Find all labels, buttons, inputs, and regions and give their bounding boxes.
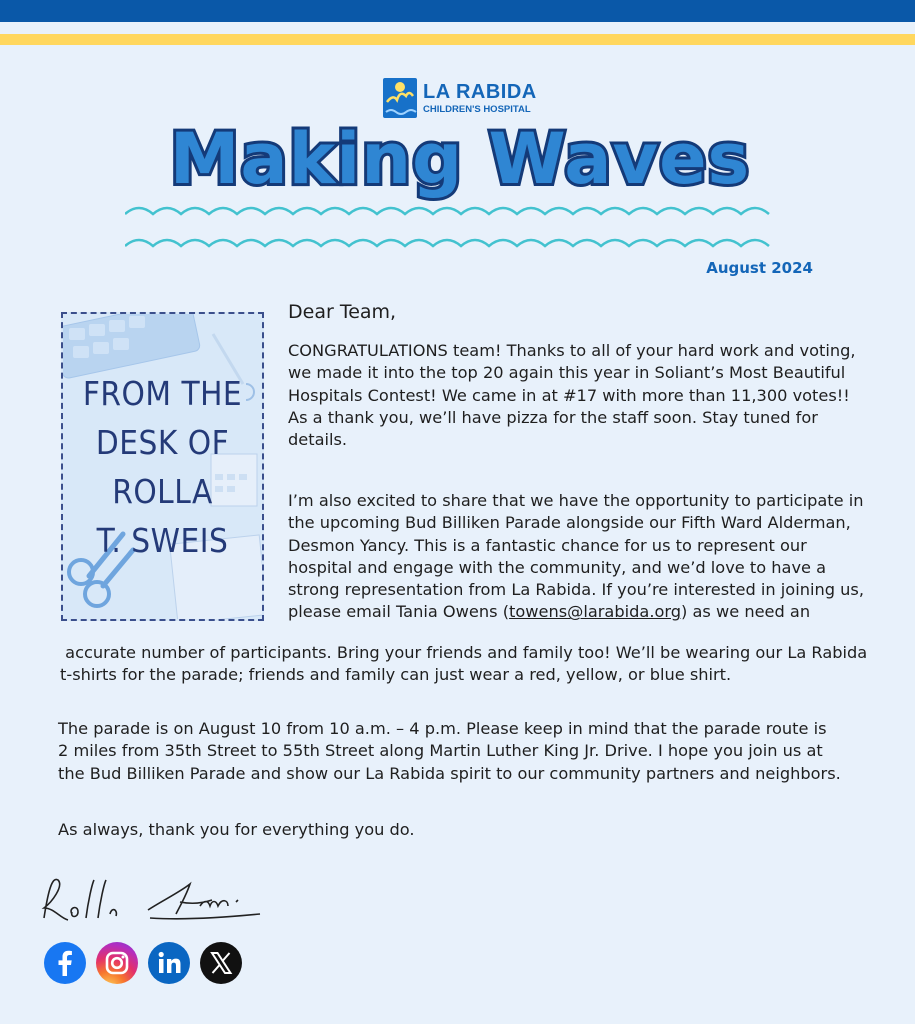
text-line: The parade is on August 10 from 10 a.m. – 4 p.m. Please keep in mind that the parade route is (58, 719, 827, 738)
text-line (288, 601, 868, 623)
logo-mark-icon (383, 78, 417, 118)
greeting: Dear Team, (288, 301, 397, 323)
desk-line: ROLLA (112, 472, 213, 511)
paragraph-closing: As always, thank you for everything you do. (58, 820, 415, 839)
text-line: Desmon Yancy. This is a fantastic chance for us to represent our (288, 535, 807, 555)
paragraph-parade-participants (60, 642, 880, 687)
text-line: t-shirts for the parade; friends and family can just wear a red, yellow, or blue shirt. (60, 665, 732, 685)
desk-line: T. SWEIS (96, 521, 229, 560)
logo-name: LA RABIDA (423, 80, 537, 103)
email-prefix: please email Tania Owens ( (288, 602, 510, 622)
text-line: strong representation from La Rabida. If you’re interested in joining us, (288, 580, 864, 600)
issue-date: August 2024 (706, 259, 813, 277)
linkedin-icon[interactable] (148, 942, 190, 984)
desk-line: FROM THE (82, 374, 243, 413)
facebook-icon[interactable] (44, 942, 86, 984)
newsletter-title: Making Waves (169, 118, 751, 200)
text-line: 2 miles from 35th Street to 55th Street along Martin Luther King Jr. Drive. I hope you join us at (58, 741, 823, 761)
email-suffix: ) as we need an (681, 602, 811, 622)
signature (30, 862, 270, 932)
text-line: the upcoming Bud Billiken Parade alongside our Fifth Ward Alderman, (288, 513, 851, 533)
paragraph-parade-intro (288, 490, 868, 624)
waves-decoration (125, 200, 785, 260)
text-line: I’m also excited to share that we have the opportunity to participate in (288, 491, 864, 510)
logo-subtitle: CHILDREN'S HOSPITAL (423, 103, 531, 115)
top-blue-bar (0, 0, 915, 22)
text-line: the Bud Billiken Parade and show our La Rabida spirit to our community partners and neighbors. (58, 763, 841, 783)
text-line: hospital and engage with the community, and we’d love to have a (288, 557, 827, 577)
text-line: accurate number of participants. Bring your friends and family too! We’ll be wearing our La Rabida (60, 643, 868, 662)
desk-line: DESK OF (95, 423, 230, 462)
top-yellow-bar (0, 34, 915, 45)
hospital-logo[interactable] (383, 78, 537, 118)
desk-title (63, 369, 262, 565)
paragraph-parade-details (58, 718, 878, 785)
from-the-desk-card (61, 312, 264, 621)
paragraph-congratulations: CONGRATULATIONS team! Thanks to all of your hard work and voting, we made it into the top 20 again this year in Soliant’s Most Beautiful Hospitals Contest! We came in at #17 with more than 11,300 votes!! As a thank you, we’ll have pizza for the staff soon. Stay tuned for details. (288, 341, 856, 450)
instagram-icon[interactable] (96, 942, 138, 984)
x-icon[interactable] (200, 942, 242, 984)
social-links (44, 942, 242, 984)
email-link[interactable]: towens@larabida.org (509, 602, 682, 622)
